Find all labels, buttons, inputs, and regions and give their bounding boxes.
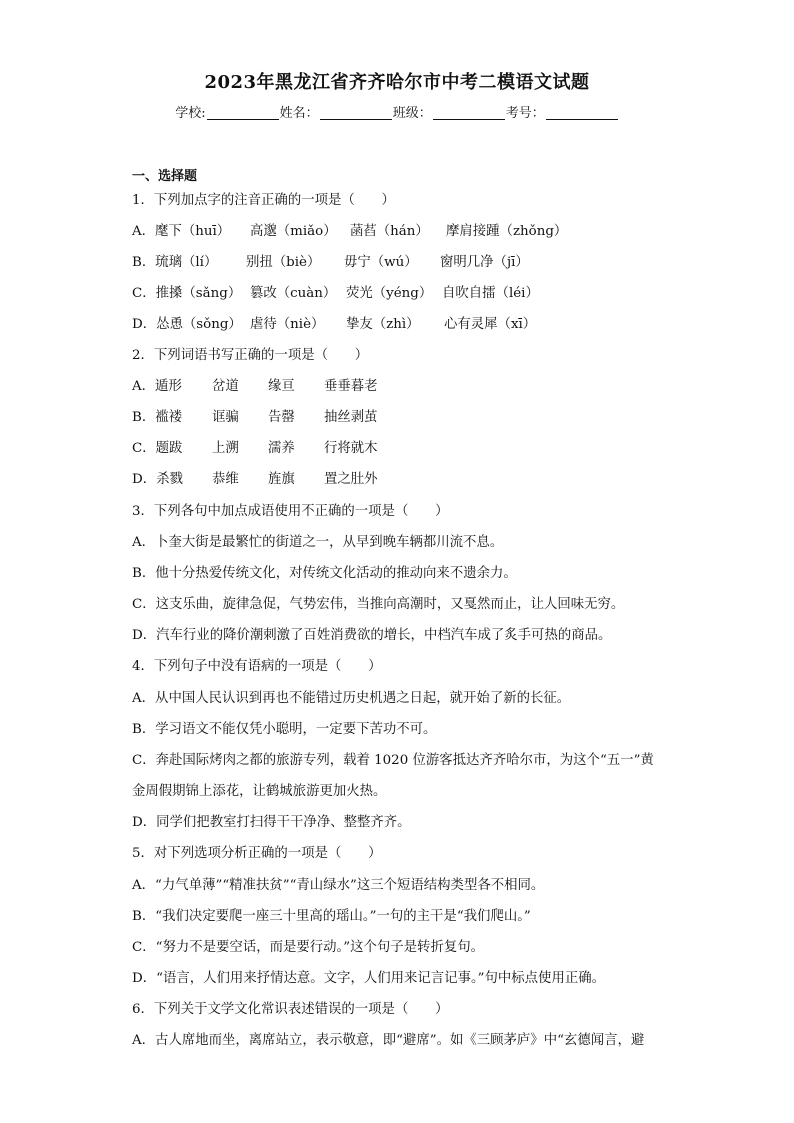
q2-d-1: D．杀戮	[132, 472, 183, 487]
school-blank	[207, 105, 279, 120]
q1-c-4: 自吹自擂（léi）	[442, 286, 539, 301]
school-label: 学校:	[175, 106, 206, 121]
q5-option-d: D．“语言，人们用来抒情达意。文字，人们用来记言记事。”句中标点使用正确。	[132, 971, 606, 986]
q1-option-b	[132, 254, 529, 272]
q1-option-a	[132, 223, 567, 241]
class-label: 班级：	[392, 106, 432, 121]
q2-option-b	[132, 409, 378, 427]
q2-b-4: 抽丝剥茧	[324, 410, 378, 425]
q2-b-3: 告罄	[268, 410, 295, 425]
exam-number-label: 考号：	[505, 106, 545, 121]
page-title: 2023年黑龙江省齐齐哈尔市中考二模语文试题	[204, 72, 590, 93]
q4-option-c-line2: 金周假期锦上添花，让鹤城旅游更加火热。	[132, 784, 387, 799]
q4-option-a: A．从中国人民认识到再也不能错过历史机遇之日起，就开始了新的长征。	[132, 691, 571, 706]
q2-a-2: 岔道	[212, 379, 239, 394]
student-info-line	[0, 102, 794, 121]
section-heading: 一、选择题	[132, 169, 198, 184]
q2-c-2: 上溯	[212, 441, 239, 456]
name-label: 姓名：	[279, 106, 319, 121]
q2-b-2: 诓骗	[212, 410, 239, 425]
q1-d-3: 挚友（zhì）	[346, 317, 420, 332]
q2-c-1: C．题跋	[132, 441, 183, 456]
q2-d-2: 恭维	[212, 472, 239, 487]
q1-b-2: 别扭（biè）	[246, 255, 321, 270]
q5-option-b: B．“我们决定要爬一座三十里高的瑶山。”一句的主干是“我们爬山。”	[132, 909, 531, 924]
q1-a-3: 菡萏（hán）	[350, 224, 429, 239]
q2-b-1: B．褴褛	[132, 410, 183, 425]
q4-option-d: D．同学们把教室打扫得干干净净、整整齐齐。	[132, 815, 411, 830]
q2-option-d	[132, 471, 378, 489]
q5-option-a: A．“力气单薄”“精准扶贫”“青山绿水”这三个短语结构类型各不相同。	[132, 878, 545, 893]
q3-option-b: B．他十分热爱传统文化，对传统文化活动的推动向来不遗余力。	[132, 566, 517, 581]
q2-d-4: 置之肚外	[324, 472, 378, 487]
q1-b-1: B．琉璃（lí）	[132, 255, 218, 270]
q3-option-a: A．卜奎大街是最繁忙的街道之一，从早到晚车辆都川流不息。	[132, 535, 504, 550]
q3-stem: 3．下列各句中加点成语使用不正确的一项是（ ）	[132, 504, 449, 519]
q2-a-3: 缘亘	[268, 379, 295, 394]
q1-stem: 1．下列加点字的注音正确的一项是（ ）	[132, 193, 395, 208]
q4-option-c-line1: C．奔赴国际烤肉之都的旅游专列，载着 1020 位游客抵达齐齐哈尔市，为这个“五一”黄	[132, 753, 654, 768]
q4-option-b: B．学习语文不能仅凭小聪明，一定要下苦功不可。	[132, 722, 437, 737]
q6-option-a: A．古人席地而坐，离席站立，表示敬意，即“避席”。如《三顾茅庐》中“玄德闻言，避	[132, 1033, 645, 1048]
q1-option-c	[132, 285, 539, 303]
exam-number-blank	[546, 105, 618, 120]
q3-option-c: C．这支乐曲，旋律急促，气势宏伟，当推向高潮时，又戛然而止，让人回味无穷。	[132, 597, 625, 612]
q2-option-c	[132, 440, 378, 458]
q1-d-4: 心有灵犀（xī）	[444, 317, 537, 332]
q1-option-d	[132, 316, 536, 334]
q2-d-3: 旌旗	[268, 472, 295, 487]
q1-a-2: 高邈（miǎo）	[250, 224, 337, 239]
q1-d-1: D．怂恿（sǒng）	[132, 317, 242, 332]
q2-c-3: 濡养	[268, 441, 295, 456]
q1-a-4: 摩肩接踵（zhǒng）	[446, 224, 568, 239]
q5-option-c: C．“努力不是要空话，而是要行动。”这个句子是转折复句。	[132, 940, 485, 955]
name-blank	[320, 105, 392, 120]
q3-option-d: D．汽车行业的降价潮刺激了百姓消费欲的增长，中档汽车成了炙手可热的商品。	[132, 628, 612, 643]
q1-c-3: 荧光（yéng）	[346, 286, 433, 301]
class-blank	[433, 105, 505, 120]
q2-stem: 2．下列词语书写正确的一项是（ ）	[132, 348, 369, 363]
q4-stem: 4．下列句子中没有语病的一项是（ ）	[132, 659, 382, 674]
q1-a-1: A．麾下（huī）	[132, 224, 231, 239]
q1-b-3: 毋宁（wú）	[344, 255, 418, 270]
q1-d-2: 虐待（niè）	[250, 317, 325, 332]
q1-c-2: 篡改（cuàn）	[250, 286, 337, 301]
q2-option-a	[132, 378, 378, 396]
q2-a-1: A．遁形	[132, 379, 182, 394]
q2-a-4: 垂垂暮老	[324, 379, 378, 394]
q6-stem: 6．下列关于文学文化常识表述错误的一项是（ ）	[132, 1002, 449, 1017]
q5-stem: 5．对下列选项分析正确的一项是（ ）	[132, 846, 382, 861]
q1-c-1: C．推搡（sǎng）	[132, 286, 242, 301]
q2-c-4: 行将就木	[324, 441, 378, 456]
q1-b-4: 窗明几净（jī）	[440, 255, 529, 270]
